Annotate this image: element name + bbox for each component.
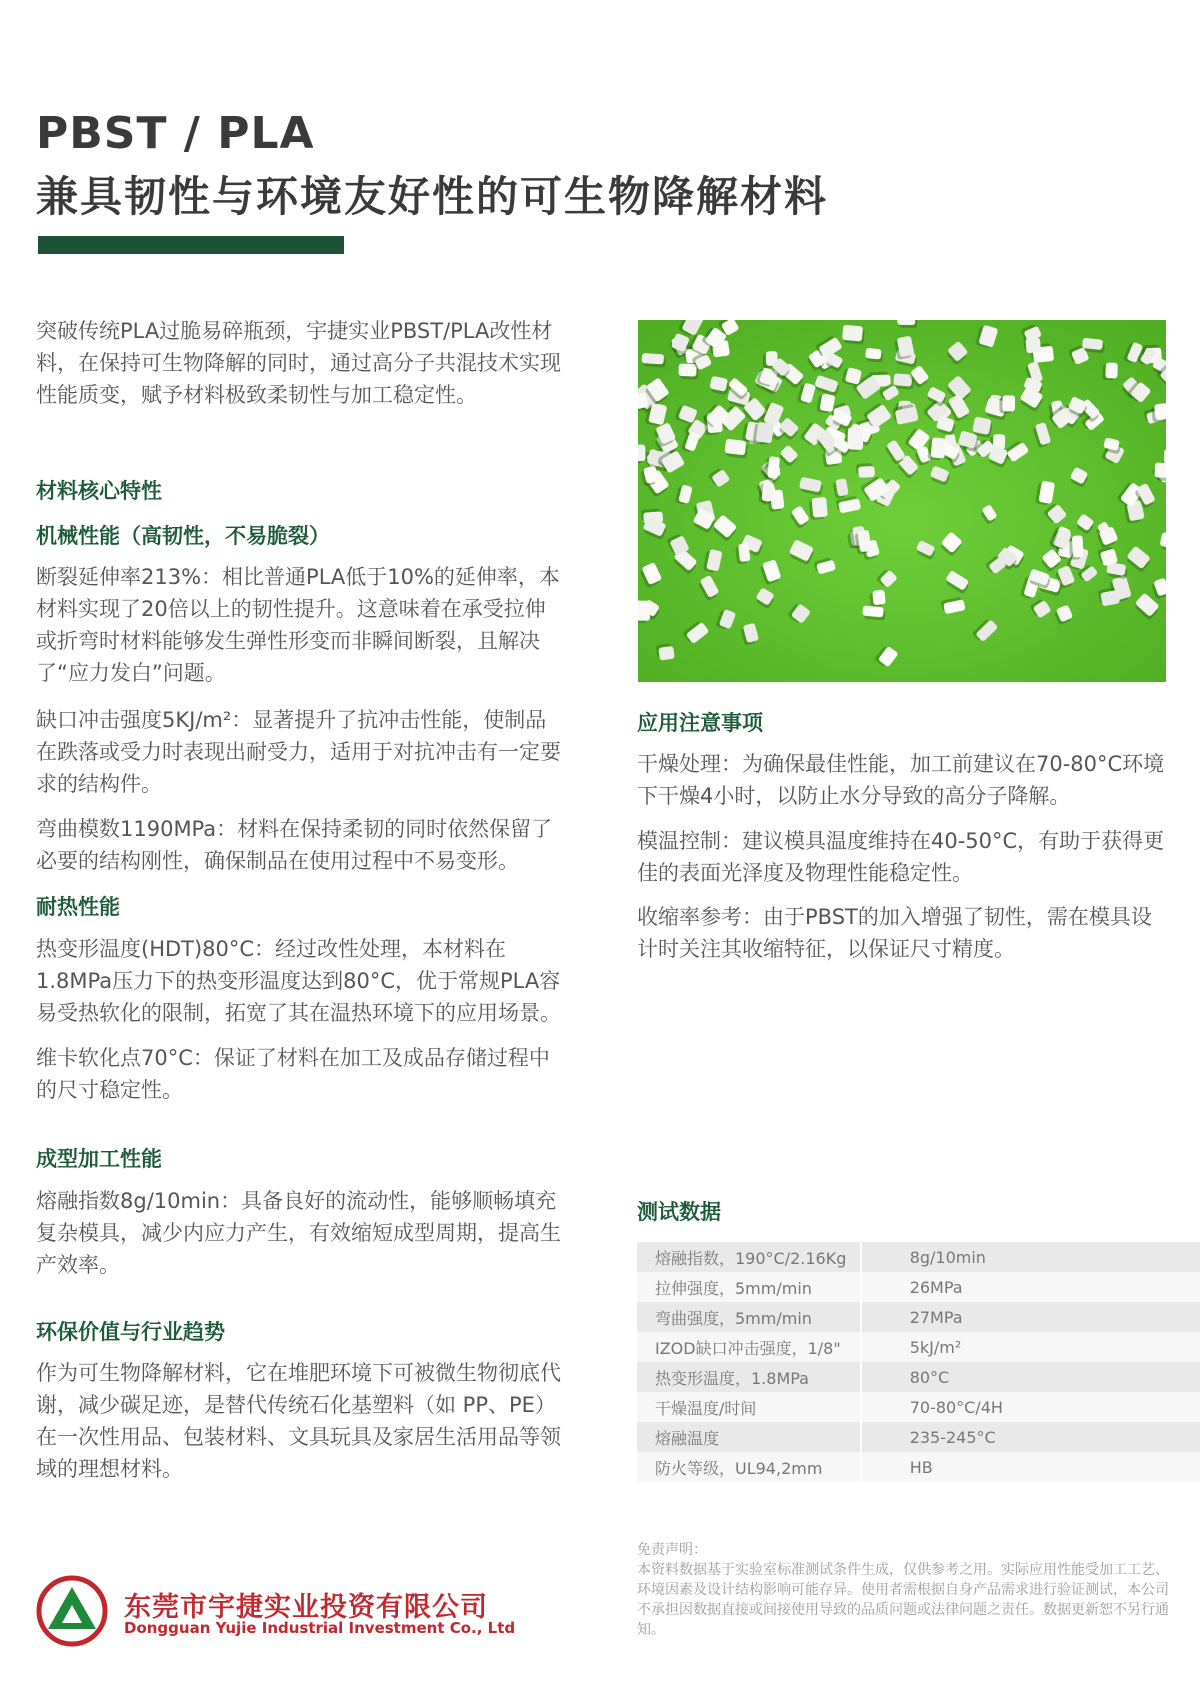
heat-p1: 热变形温度(HDT)80°C：经过改性处理，本材料在1.8MPa压力下的热变形温度达到80°C，优于常规PLA容易受热软化的限制，拓宽了其在温热环境下的应用场景。 (36, 937, 561, 1025)
mechanical-p1: 断裂延伸率213%：相比普通PLA低于10%的延伸率，本材料实现了20倍以上的韧性提升。这意味着在承受拉伸或折弯时材料能够发生弹性形变而非瞬间断裂，且解决了“应力发白”问题。 (36, 565, 560, 685)
notes-p3: 收缩率参考：由于PBST的加入增强了韧性，需在模具设计时关注其收缩特征，以保证尺寸精度。 (637, 905, 1152, 961)
test-data-table (637, 1242, 1200, 1482)
table-row (637, 1272, 1200, 1302)
table-cell-value: 26MPa (861, 1272, 1200, 1302)
notes-p2: 模温控制：建议模具温度维持在40-50°C，有助于获得更佳的表面光泽度及物理性能稳定性。 (637, 829, 1165, 885)
table-cell-property: IZOD缺口冲击强度，1/8" (637, 1332, 861, 1362)
title-accent-bar (38, 236, 344, 254)
table-row (637, 1392, 1200, 1422)
table-row (637, 1332, 1200, 1362)
heat-p2: 维卡软化点70°C：保证了材料在加工及成品存储过程中的尺寸稳定性。 (36, 1046, 550, 1102)
table-cell-value: 27MPa (861, 1302, 1200, 1332)
notes-heading: 应用注意事项 (637, 711, 763, 735)
company-name-en: Dongguan Yujie Industrial Investment Co., Ltd (124, 1619, 516, 1637)
table-row (637, 1422, 1200, 1452)
table-cell-property: 防火等级，UL94,2mm (637, 1452, 861, 1482)
core-heading: 材料核心特性 (36, 479, 162, 503)
table-row (637, 1302, 1200, 1332)
table-cell-value: 5kJ/m² (861, 1332, 1200, 1362)
table-cell-property: 干燥温度/时间 (637, 1392, 861, 1422)
product-pellets-image (638, 320, 1166, 682)
table-cell-property: 热变形温度，1.8MPa (637, 1362, 861, 1392)
table-cell-property: 弯曲强度，5mm/min (637, 1302, 861, 1332)
table-cell-property: 拉伸强度，5mm/min (637, 1272, 861, 1302)
disclaimer (637, 1540, 1172, 1640)
title-en: PBST / PLA (36, 108, 315, 159)
disclaimer-text: 本资料数据基于实验室标准测试条件生成，仅供参考之用。实际应用性能受加工工艺、环境因素及设计结构影响可能存异。使用者需根据自身产品需求进行验证测试，本公司不承担因数据直接或间接使用导致的品质问题或法律问题之责任。数据更新恕不另行通知。 (637, 1562, 1169, 1638)
notes-p1: 干燥处理：为确保最佳性能，加工前建议在70-80°C环境下干燥4小时，以防止水分导致的高分子降解。 (637, 752, 1165, 808)
table-row (637, 1362, 1200, 1392)
triangle-logo-icon (36, 1575, 108, 1647)
disclaimer-title: 免责声明： (637, 1542, 707, 1558)
table-cell-value: 235-245°C (861, 1422, 1200, 1452)
table-cell-value: 80°C (861, 1362, 1200, 1392)
table-cell-value: 8g/10min (861, 1242, 1200, 1272)
heat-heading: 耐热性能 (36, 895, 120, 919)
company-name-cn: 东莞市宇捷实业投资有限公司 (124, 1592, 488, 1623)
eco-p1: 作为可生物降解材料，它在堆肥环境下可被微生物彻底代谢，减少碳足迹，是替代传统石化基塑料（如 PP、PE）在一次性用品、包装材料、文具玩具及家居生活用品等领域的理想材料。 (36, 1361, 561, 1481)
mechanical-heading: 机械性能（高韧性，不易脆裂） (36, 524, 330, 548)
table-row (637, 1242, 1200, 1272)
title-cn: 兼具韧性与环境友好性的可生物降解材料 (36, 172, 829, 221)
mechanical-p3: 弯曲模数1190MPa：材料在保持柔韧的同时依然保留了必要的结构刚性，确保制品在使用过程中不易变形。 (36, 817, 553, 873)
intro-paragraph: 突破传统PLA过脆易碎瓶颈，宇捷实业PBST/PLA改性材料，在保持可生物降解的同时，通过高分子共混技术实现性能质变，赋予材料极致柔韧性与加工稳定性。 (36, 319, 561, 407)
table-cell-property: 熔融温度 (637, 1422, 861, 1452)
table-cell-value: 70-80°C/4H (861, 1392, 1200, 1422)
eco-heading: 环保价值与行业趋势 (36, 1320, 225, 1344)
molding-p1: 熔融指数8g/10min：具备良好的流动性，能够顺畅填充复杂模具，减少内应力产生，有效缩短成型周期，提高生产效率。 (36, 1189, 561, 1277)
molding-heading: 成型加工性能 (36, 1147, 162, 1171)
table-cell-value: HB (861, 1452, 1200, 1482)
test-heading: 测试数据 (637, 1200, 721, 1224)
table-cell-property: 熔融指数，190°C/2.16Kg (637, 1242, 861, 1272)
table-row (637, 1452, 1200, 1482)
mechanical-p2: 缺口冲击强度5KJ/m²：显著提升了抗冲击性能，使制品在跌落或受力时表现出耐受力，适用于对抗冲击有一定要求的结构件。 (36, 708, 561, 796)
